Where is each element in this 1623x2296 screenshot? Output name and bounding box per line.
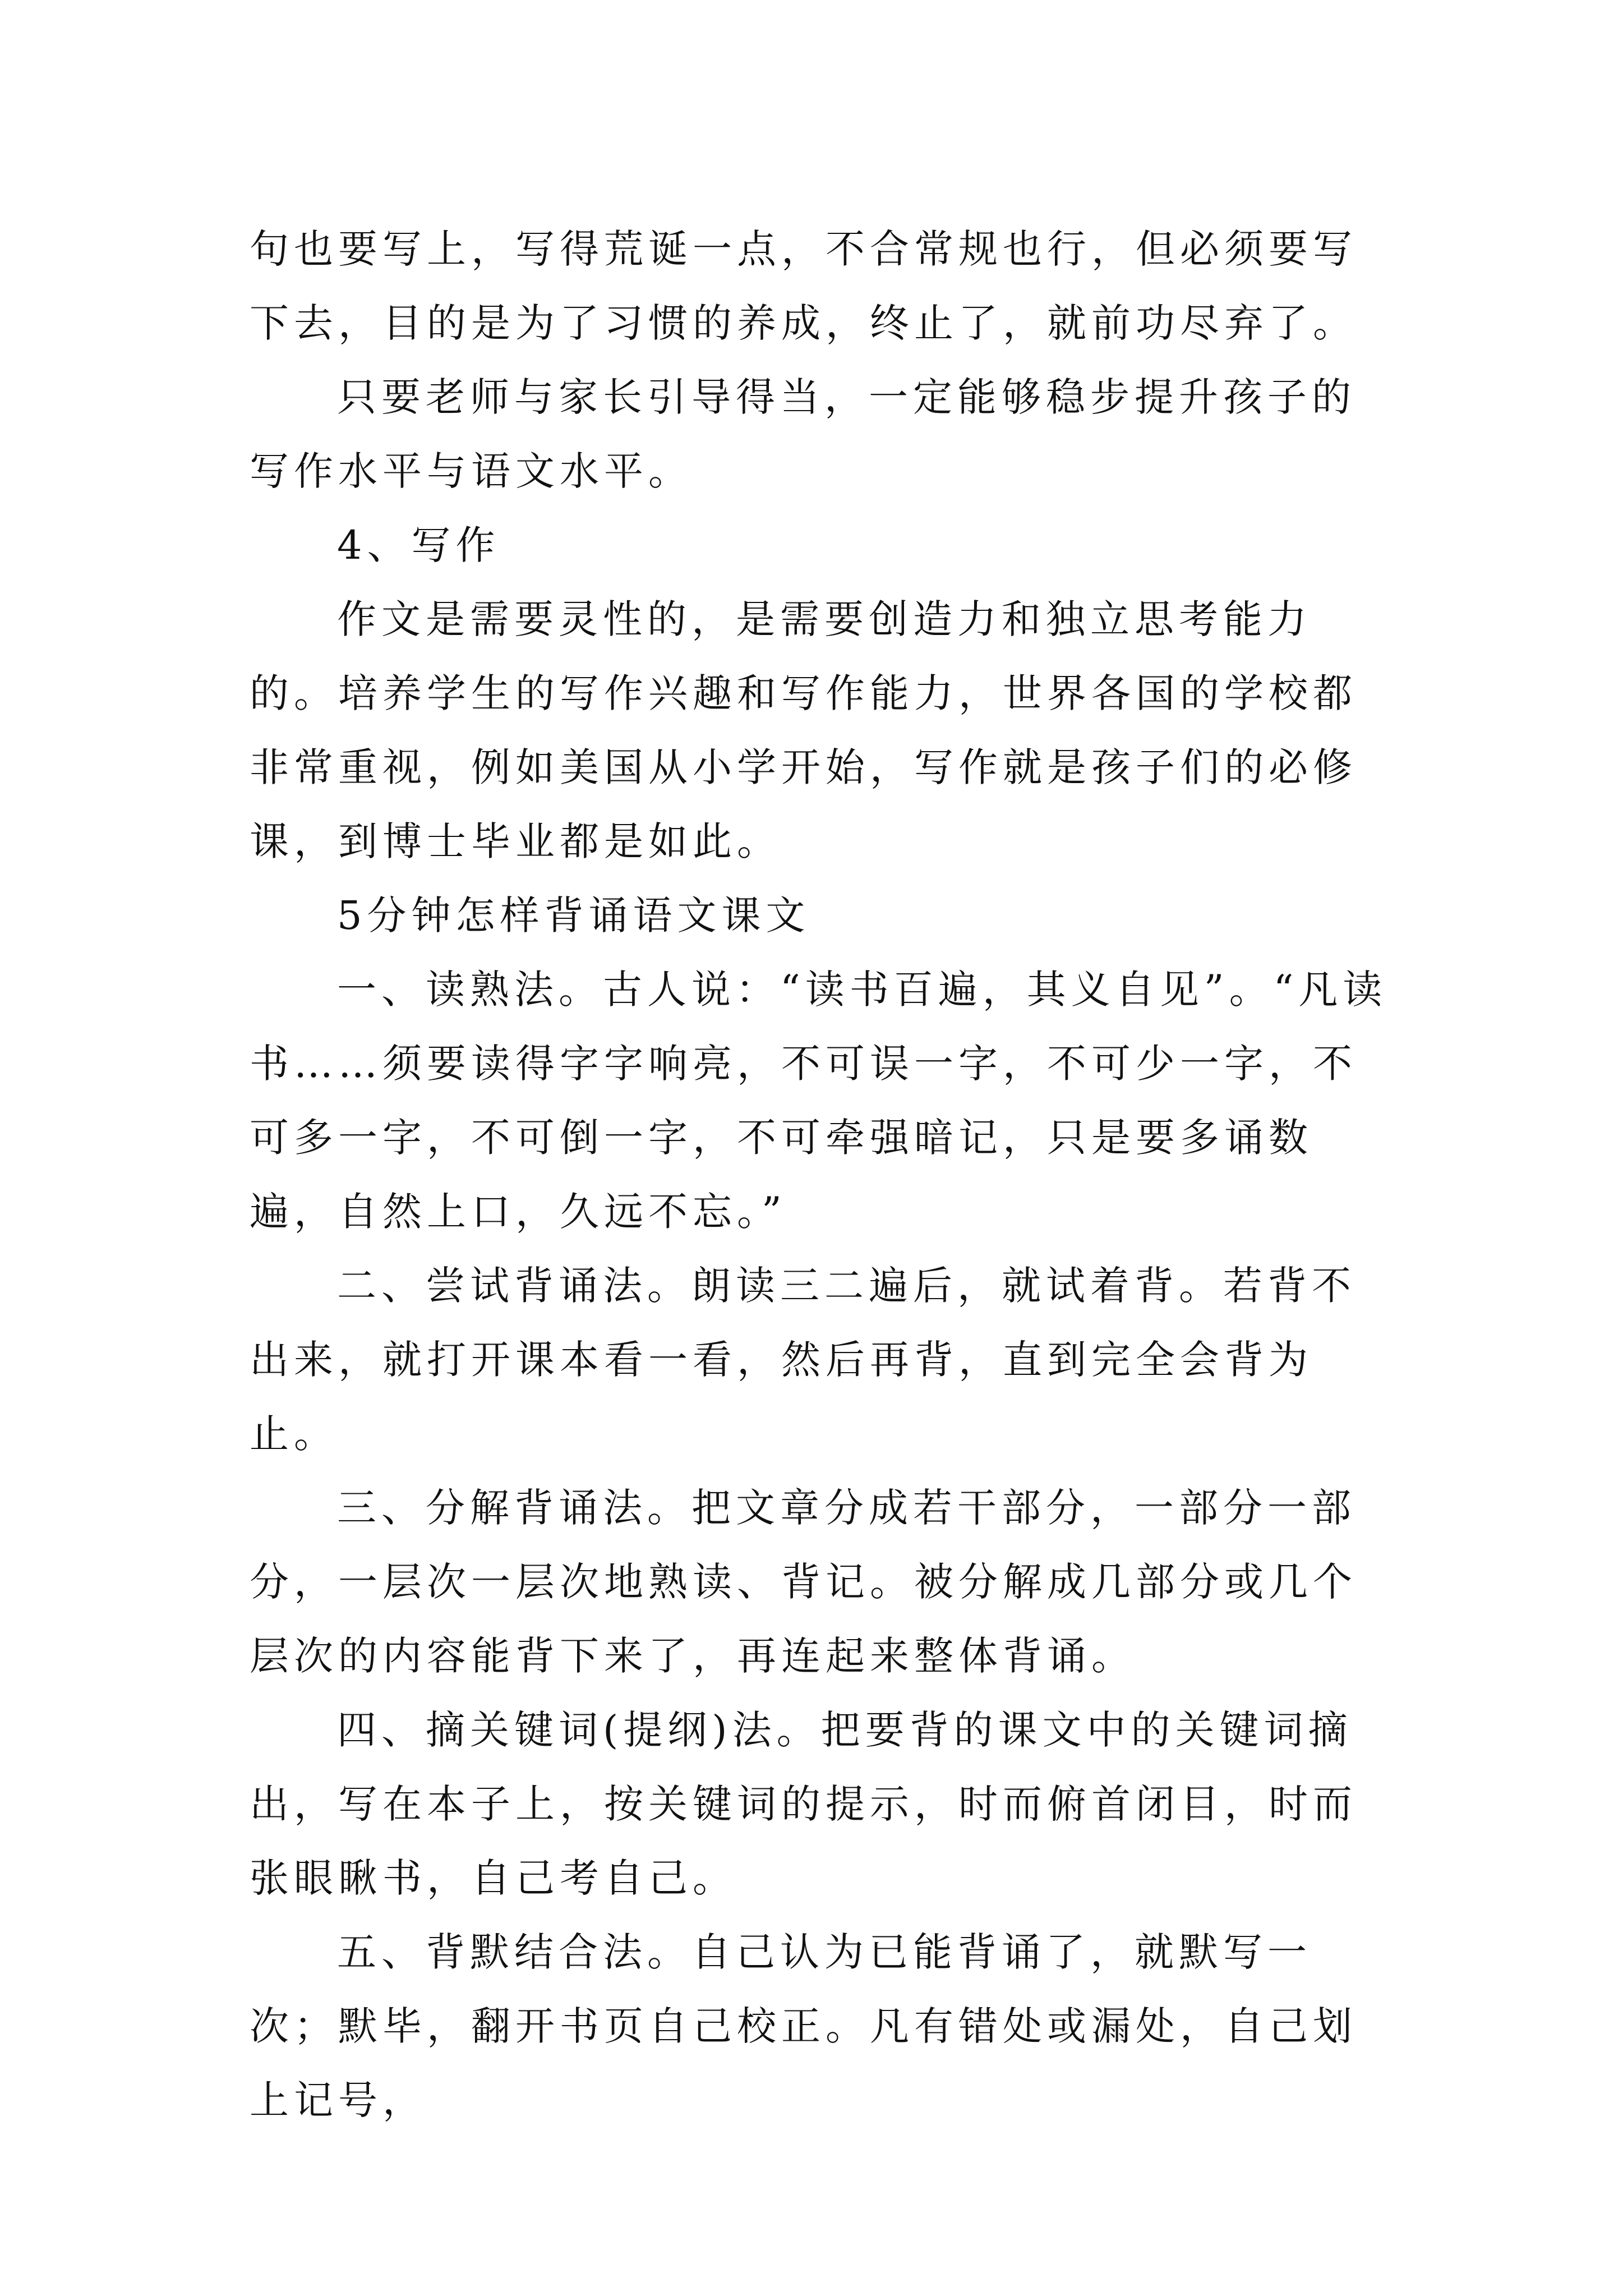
paragraph-method-4: 四、摘关键词(提纲)法。把要背的课文中的关键词摘出，写在本子上，按关键词的提示，时而俯首闭目，时而张眼瞅书，自己考自己。 [250, 1707, 1357, 1901]
paragraph-method-2: 二、尝试背诵法。朗读三二遍后，就试着背。若背不出来，就打开课本看一看，然后再背，直到完全会背为止。 [250, 1263, 1356, 1457]
paragraph-method-3: 三、分解背诵法。把文章分成若干部分，一部分一部分，一层次一层次地熟读、背记。被分解成几部分或几个层次的内容能背下来了，再连起来整体背诵。 [250, 1485, 1357, 1679]
paragraph-continuation: 句也要写上，写得荒诞一点，不合常规也行，但必须要写下去，目的是为了习惯的养成，终止了，就前功尽弃了。 [250, 226, 1357, 346]
paragraph-method-5: 五、背默结合法。自己认为已能背诵了，就默写一次；默毕，翻开书页自己校正。凡有错处或漏处，自己划上记号， [250, 1929, 1357, 2123]
section-heading-writing: 4、写作 [337, 522, 500, 568]
paragraph-guidance: 只要老师与家长引导得当，一定能够稳步提升孩子的写作水平与语文水平。 [250, 374, 1356, 494]
document-body [250, 212, 1394, 2137]
paragraph-writing: 作文是需要灵性的，是需要创造力和独立思考能力的。培养学生的写作兴趣和写作能力，世界各国的学校都非常重视，例如美国从小学开始，写作就是孩子们的必修课，到博士毕业都是如此。 [250, 596, 1357, 864]
section-heading-recitation: 5分钟怎样背诵语文课文 [337, 892, 810, 938]
paragraph-method-1: 一、读熟法。古人说：“读书百遍，其义自见”。“凡读书……须要读得字字响亮，不可误一字，不可少一字，不可多一字，不可倒一字，不可牵强暗记，只是要多诵数遍，自然上口，久远不忘。” [250, 967, 1387, 1235]
